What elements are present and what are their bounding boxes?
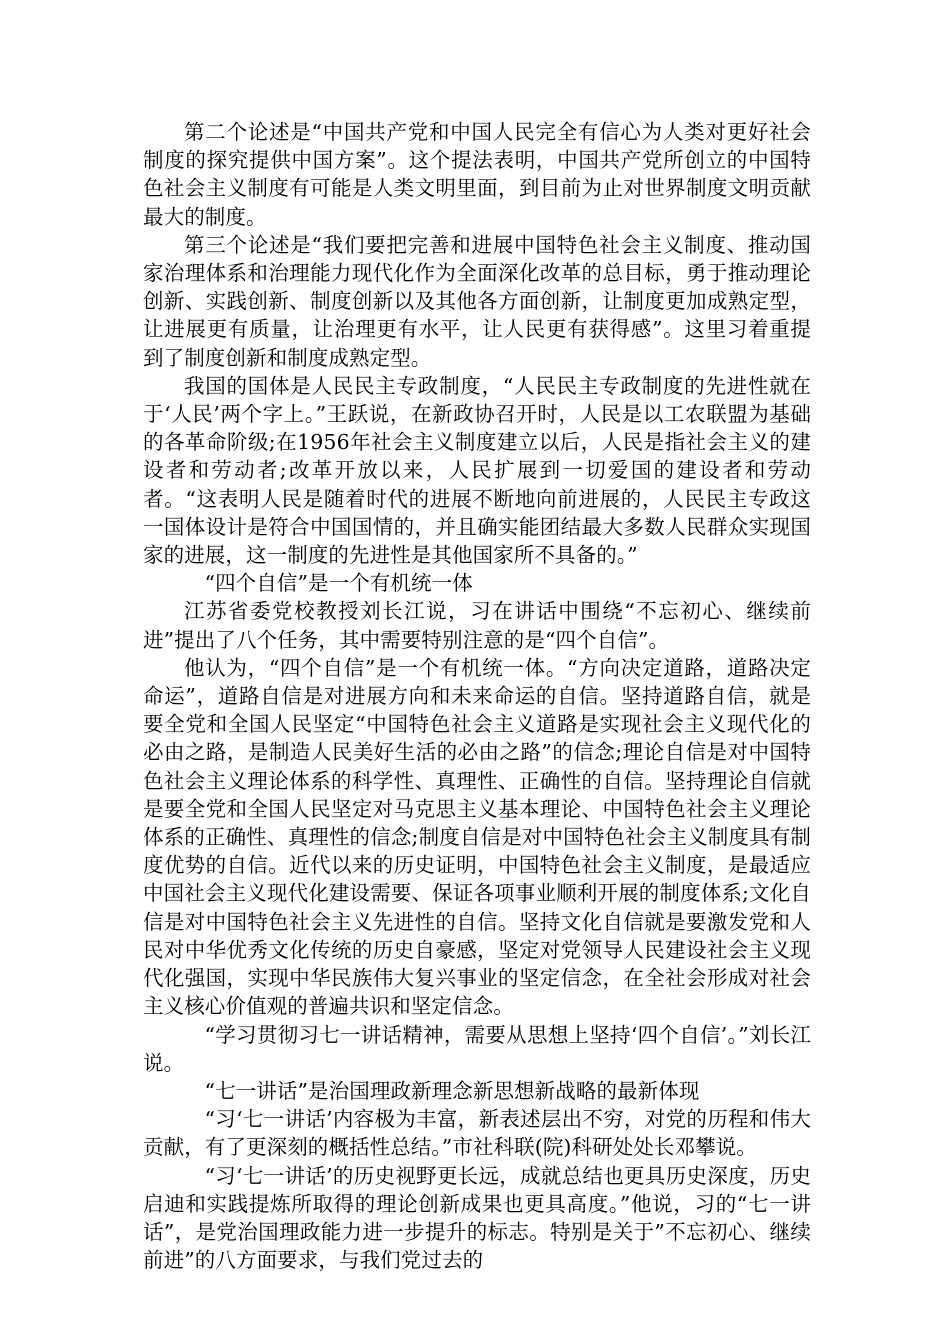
section-heading-four-confidences: “四个自信”是一个有机统一体 (204, 571, 473, 596)
body-paragraph-5: 他认为，“四个自信”是一个有机统一体。“方向决定道路，道路决定命运”，道路自信是对进展方向和未来命运的自信。坚持道路自信，就是要全党和全国人民坚定“中国特色社会主义道路是实现社会主义现代化的必由之路，是制造人民美好生活的必由之路”的信念;理论自信是对中国特色社会主义理论体系的科学性、真理性、正确性的自信。坚持理论自信就是要全党和全国人民坚定对马克思主义基本理论、中国特色社会主义理论体系的正确性、真理性的信念;制度自信是对中国特色社会主义制度具有制度优势的自信。近代以来的历史证明，中国特色社会主义制度，是最适应中国社会主义现代化建设需要、保证各项事业顺利开展的制度体系;文化自信是对中国特色社会主义先进性的自信。坚持文化自信就是要激发党和人民对中华优秀文化传统的历史自豪感，坚定对党领导人民建设社会主义现代化强国，实现中华民族伟大复兴事业的坚定信念，在全社会形成对社会主义核心价值观的普遍共识和坚定信念。 (143, 655, 811, 1019)
document-page (143, 118, 811, 1274)
quote-paragraph-2: “习‘七一讲话’内容极为丰富，新表述层出不穷，对党的历程和伟大贡献，有了更深刻的概括性总结。”市社科联(院)科研处处长邓攀说。 (143, 1107, 811, 1160)
body-paragraph-4: 江苏省委党校教授刘长江说，习在讲话中围绕“不忘初心、继续前进”提出了八个任务，其中需要特别注意的是“四个自信”。 (143, 599, 811, 652)
body-paragraph-1: 第二个论述是“中国共产党和中国人民完全有信心为人类对更好社会制度的探究提供中国方案”。这个提法表明，中国共产党所创立的中国特色社会主义制度有可能是人类文明里面，到目前为止对世界制度文明贡献最大的制度。 (143, 120, 811, 229)
quote-paragraph-3: “习‘七一讲话’的历史视野更长远，成就总结也更具历史深度，历史启迪和实践提炼所取得的理论创新成果也更具高度。”他说，习的“七一讲话”，是党治国理政能力进一步提升的标志。特别是关于”不忘初心、继续前进”的八方面要求，与我们党过去的 (143, 1163, 811, 1273)
section-heading-july-first-speech: “七一讲话”是治国理政新理念新思想新战略的最新体现 (204, 1078, 700, 1103)
quote-paragraph-1: “学习贯彻习七一讲话精神，需要从思想上坚持‘四个自信’。”刘长江说。 (143, 1022, 811, 1075)
body-paragraph-3: 我国的国体是人民民主专政制度，“人民民主专政制度的先进性就在于‘人民’两个字上。”王跃说，在新政协召开时，人民是以工农联盟为基础的各革命阶级;在1956年社会主义制度建立以后，人民是指社会主义的建设者和劳动者;改革开放以来，人民扩展到一切爱国的建设者和劳动者。“这表明人民是随着时代的进展不断地向前进展的，人民民主专政这一国体设计是符合中国国情的，并且确实能团结最大多数人民群众实现国家的进展，这一制度的先进性是其他国家所不具备的。” (143, 373, 811, 568)
body-paragraph-2: 第三个论述是“我们要把完善和进展中国特色社会主义制度、推动国家治理体系和治理能力现代化作为全面深化改革的总目标，勇于推动理论创新、实践创新、制度创新以及其他各方面创新，让制度更加成熟定型，让进展更有质量，让治理更有水平，让人民更有获得感”。这里习着重提到了制度创新和制度成熟定型。 (143, 232, 811, 370)
